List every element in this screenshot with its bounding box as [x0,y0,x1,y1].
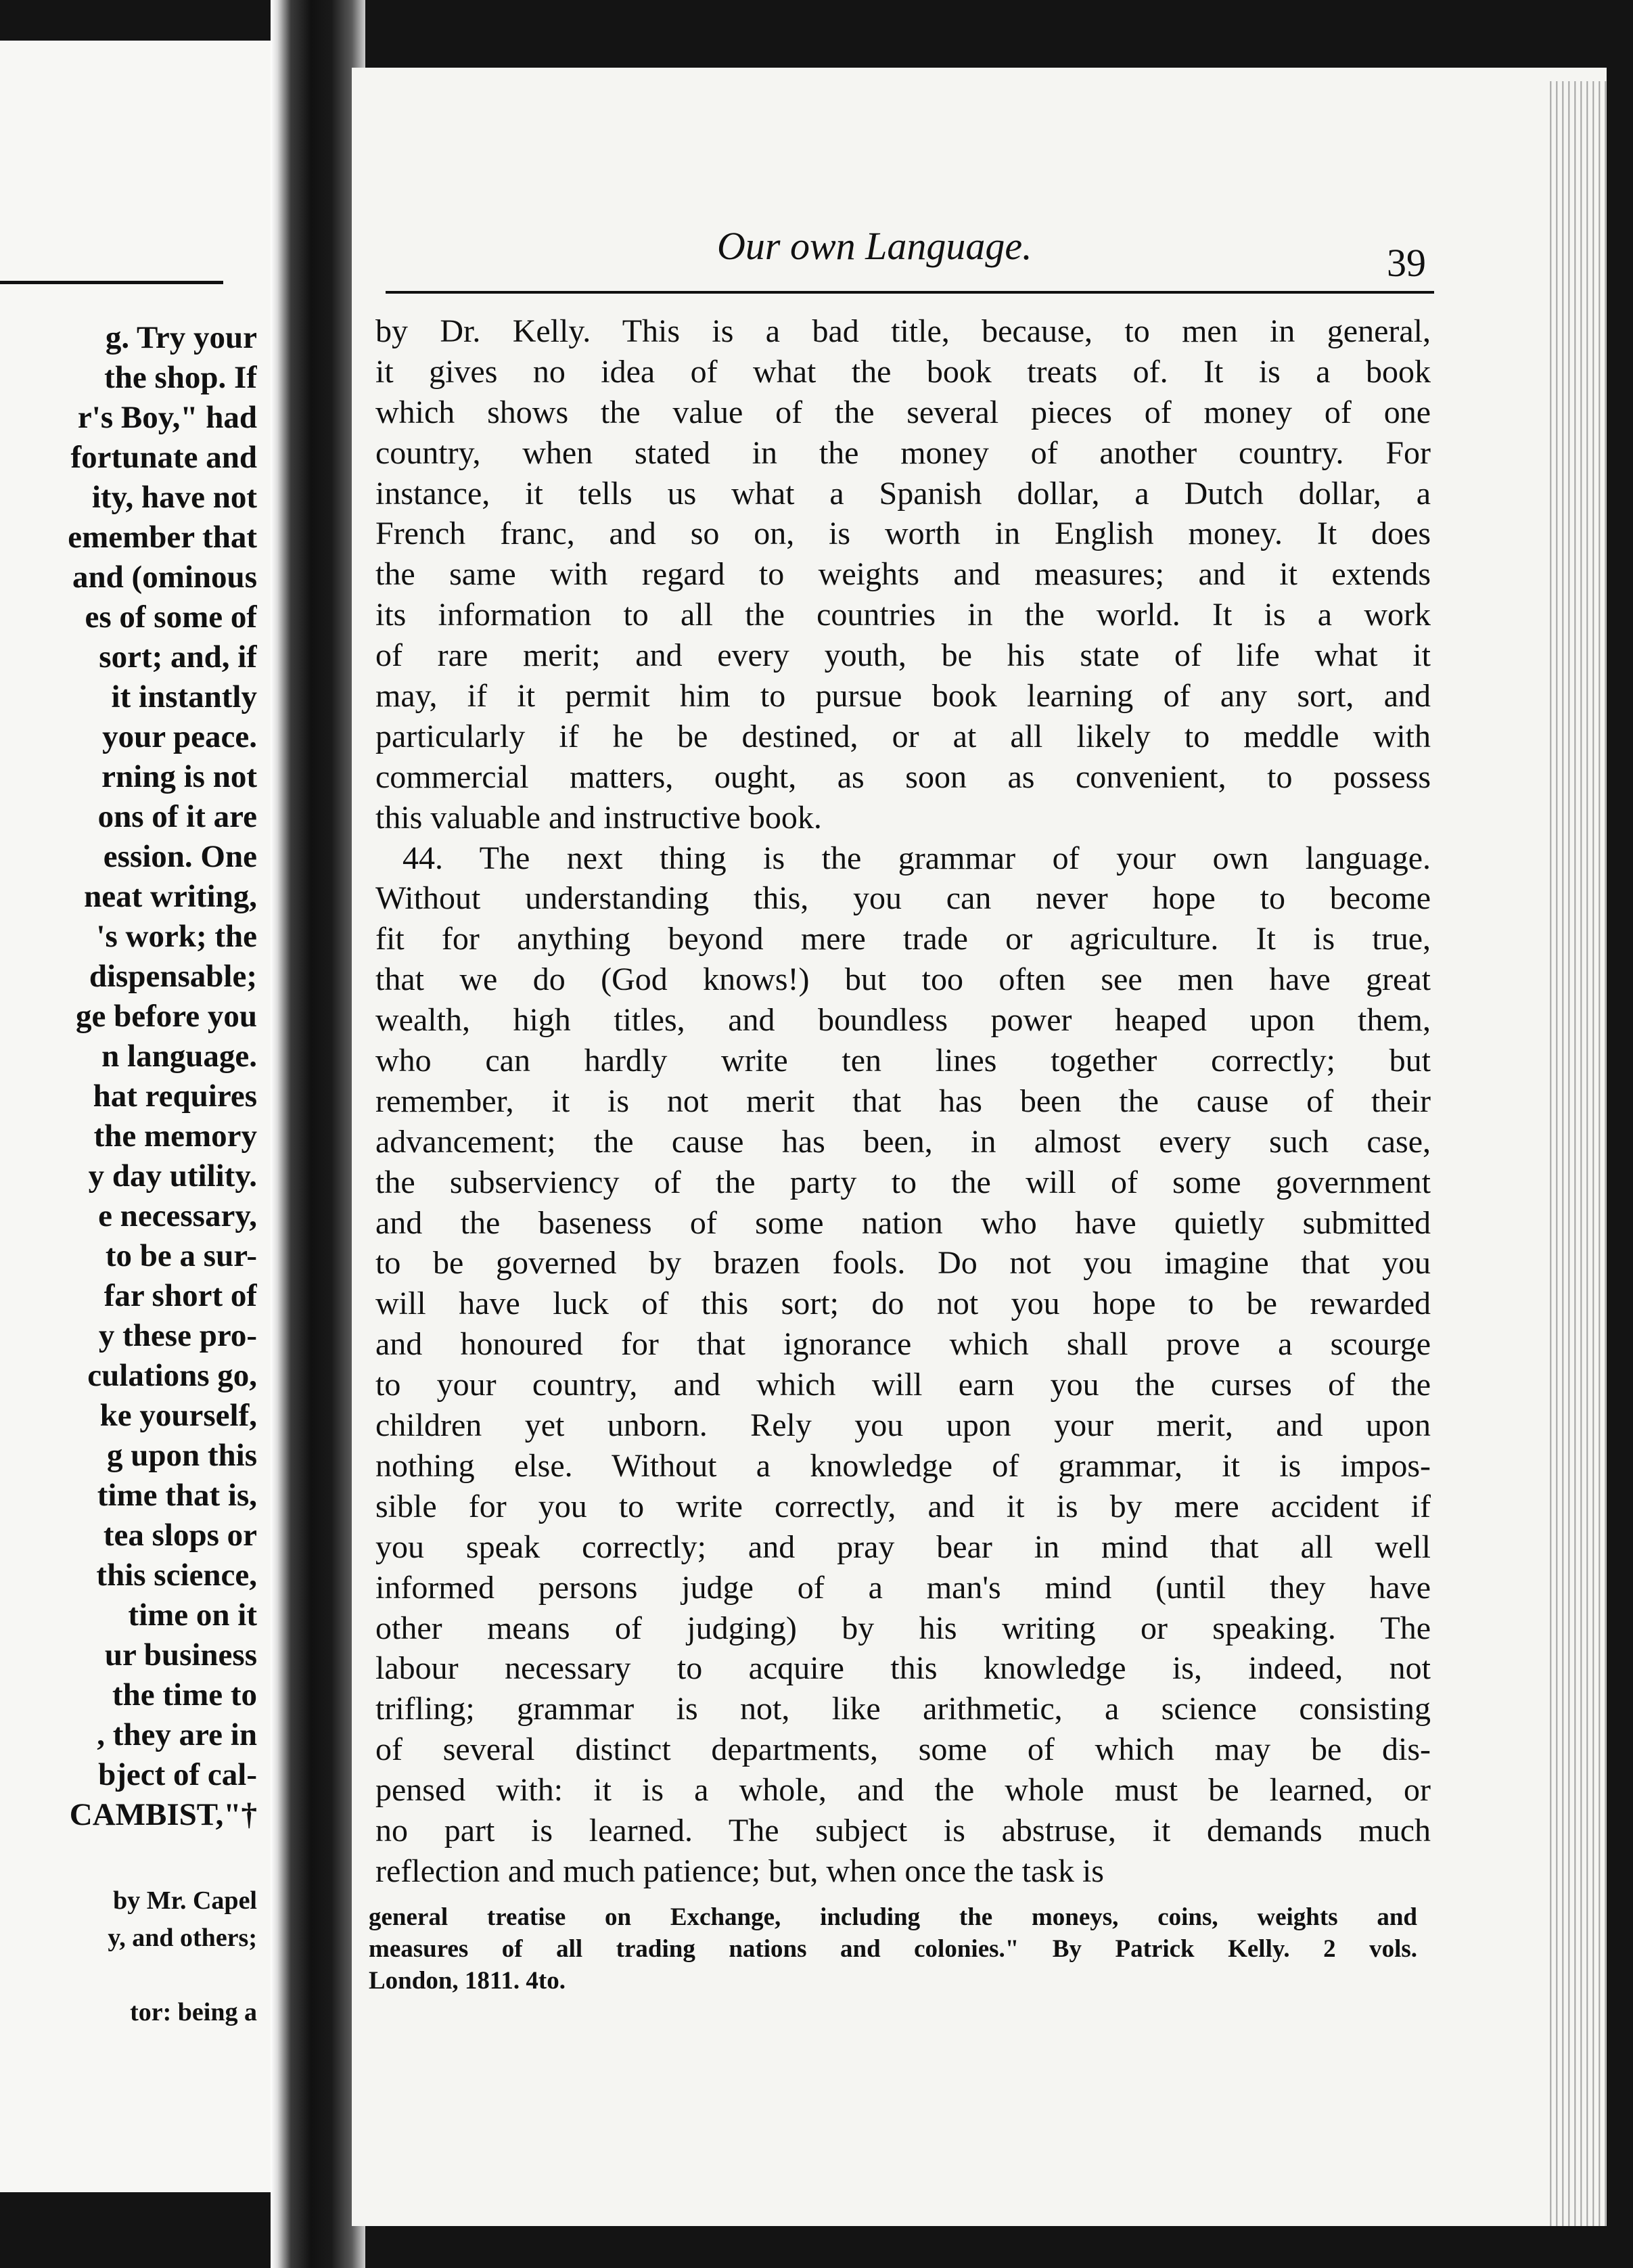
text-line: by Dr. Kelly. This is a bad title, because, to men in general, [375,313,1431,349]
left-page-footnote [0,1882,257,2031]
left-page-line: 's work; the [96,919,257,954]
text-line: sible for you to write correctly, and it is by mere accident if [375,1488,1431,1524]
footnote-line: measures of all trading nations and colonies." By Patrick Kelly. 2 vols. [369,1935,1417,1963]
text-line: Without understanding this, you can never hope to become [375,880,1431,917]
left-page-line: n language. [101,1039,257,1074]
left-page-line: fortunate and [70,440,257,475]
left-page-text [0,318,257,1835]
left-page-line: sort; and, if [99,639,257,675]
left-page-line: hat requires [93,1079,257,1114]
text-line: other means of judging) by his writing or speaking. The [375,1610,1431,1646]
left-page-line: e necessary, [98,1198,257,1233]
left-page [0,41,271,2192]
book-gutter [271,0,365,2268]
text-line: instance, it tells us what a Spanish dollar, a Dutch dollar, a [375,475,1431,512]
text-line: may, if it permit him to pursue book learning of any sort, and [375,678,1431,715]
left-page-line: ons of it are [97,799,257,834]
footnote-line: general treatise on Exchange, including the moneys, coins, weights and [369,1903,1417,1931]
text-line: wealth, high titles, and boundless power heaped upon them, [375,1002,1431,1039]
text-line: 44. The next thing is the grammar of your own language. [402,840,1431,876]
text-line: trifling; grammar is not, like arithmetic, a science consisting [375,1691,1431,1727]
text-line: to your country, and which will earn you the curses of the [375,1367,1431,1403]
left-page-line: ession. One [103,839,257,874]
text-line: nothing else. Without a knowledge of grammar, it is impos- [375,1447,1431,1484]
page-number: 39 [1387,241,1426,285]
left-page-line: the memory [93,1118,257,1154]
left-page-line: bject of cal- [98,1757,257,1792]
text-line: French franc, and so on, is worth in English money. It does [375,516,1431,552]
text-line: you speak correctly; and pray bear in mind that all well [375,1528,1431,1565]
left-page-line: neat writing, [84,879,257,914]
left-page-line: it instantly [111,679,257,715]
text-line: will have luck of this sort; do not you hope to be rewarded [375,1286,1431,1322]
text-line: which shows the value of the several pieces of money of one [375,394,1431,430]
text-line: labour necessary to acquire this knowledge is, indeed, not [375,1650,1431,1687]
left-page-line: time that is, [97,1478,257,1513]
text-line: of rare merit; and every youth, be his state of life what it [375,637,1431,674]
left-page-line: time on it [128,1597,257,1633]
left-page-footnote-line: tor: being a [130,1998,257,2026]
left-page-line: r's Boy," had [77,400,257,435]
body-text [375,311,1431,1892]
left-page-line: to be a sur- [105,1238,257,1273]
text-line: reflection and much patience; but, when once the task is [375,1853,1104,1889]
left-page-line: and (ominous [72,560,257,595]
left-page-line: the shop. If [104,360,257,395]
left-page-line: CAMBIST,"† [69,1797,257,1832]
left-page-line: y these pro- [98,1318,257,1353]
text-line: advancement; the cause has been, in almost every such case, [375,1123,1431,1160]
left-page-line: es of some of [85,599,257,635]
text-line: informed persons judge of a man's mind (until they have [375,1569,1431,1606]
running-header: Our own Language. [717,224,1032,268]
text-line: commercial matters, ought, as soon as convenient, to possess [375,758,1431,795]
footnote-line: London, 1811. 4to. [369,1967,566,1995]
left-page-footnote-line: by Mr. Capel [113,1886,257,1915]
text-line: that we do (God knows!) but too often see men have great [375,961,1431,998]
left-page-line: g. Try your [105,320,257,355]
footnote [369,1901,1417,1997]
text-line: fit for anything beyond mere trade or agriculture. It is true, [375,921,1431,957]
left-page-line: rning is not [101,759,257,794]
left-page-line: ke yourself, [99,1398,257,1433]
left-page-line: ur business [104,1637,257,1673]
left-page-footnote-line [0,1957,257,1994]
left-page-line: ge before you [75,999,257,1034]
page-edges [1546,81,1607,2226]
text-line: its information to all the countries in the world. It is a work [375,597,1431,633]
text-line: the same with regard to weights and measures; and it extends [375,556,1431,593]
text-line: the subserviency of the party to the will of some government [375,1164,1431,1200]
text-line: to be governed by brazen fools. Do not you imagine that you [375,1245,1431,1282]
left-page-line: ity, have not [91,480,257,515]
left-page-line: dispensable; [89,959,257,994]
left-page-line: your peace. [102,719,257,754]
text-line: no part is learned. The subject is abstruse, it demands much [375,1812,1431,1849]
text-line: particularly if he be destined, or at all likely to meddle with [375,718,1431,754]
text-line: and the baseness of some nation who have quietly submitted [375,1204,1431,1241]
text-line: children yet unborn. Rely you upon your merit, and upon [375,1407,1431,1444]
text-line: who can hardly write ten lines together correctly; but [375,1043,1431,1079]
text-line: and honoured for that ignorance which shall prove a scourge [375,1326,1431,1363]
left-page-line: far short of [104,1278,257,1313]
left-page-line: emember that [68,520,257,555]
left-page-line: , they are in [97,1717,257,1752]
left-page-rule [0,281,223,284]
text-line: remember, it is not merit that has been the cause of their [375,1083,1431,1119]
text-line: of several distinct departments, some of which may be dis- [375,1731,1431,1768]
text-line: it gives no idea of what the book treats of. It is a book [375,353,1431,390]
left-page-line: tea slops or [103,1518,257,1553]
text-line: pensed with: it is a whole, and the whole must be learned, or [375,1772,1431,1809]
text-line: this valuable and instructive book. [375,799,822,836]
left-page-line: g upon this [106,1438,257,1473]
header-rule [386,291,1434,294]
left-page-line: this science, [96,1558,257,1593]
left-page-line: the time to [112,1677,257,1713]
left-page-footnote-line: y, and others; [108,1924,257,1952]
text-line: country, when stated in the money of another country. For [375,434,1431,471]
left-page-line: culations go, [87,1358,257,1393]
left-page-line: y day utility. [88,1158,257,1194]
